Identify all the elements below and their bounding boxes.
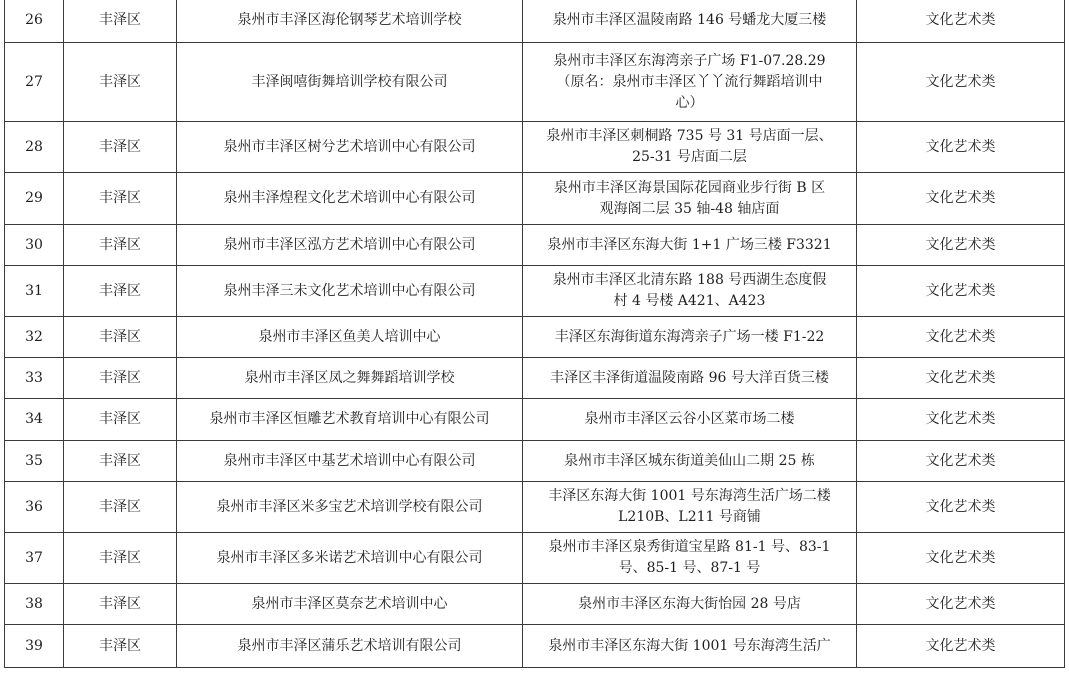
cell-address [523, 625, 857, 668]
cell-district: 丰泽区 [64, 266, 177, 317]
table-row [5, 533, 1065, 584]
cell-category: 文化艺术类 [857, 173, 1065, 225]
cell-category: 文化艺术类 [857, 584, 1065, 625]
cell-serial-number: 29 [5, 173, 64, 225]
cell-category: 文化艺术类 [857, 266, 1065, 317]
cell-category: 文化艺术类 [857, 399, 1065, 441]
cell-institution-name: 泉州市丰泽区米多宝艺术培训学校有限公司 [177, 482, 523, 533]
cell-address [523, 358, 857, 399]
table-row [5, 225, 1065, 266]
cell-serial-number: 36 [5, 482, 64, 533]
cell-serial-number: 39 [5, 625, 64, 668]
cell-address [523, 43, 857, 122]
cell-institution-name: 泉州市丰泽区中基艺术培训中心有限公司 [177, 441, 523, 482]
cell-address [523, 0, 857, 43]
address-line: 泉州市丰泽区东海大街 1+1 广场三楼 F3321 [547, 236, 832, 253]
cell-category: 文化艺术类 [857, 482, 1065, 533]
address-line: 号、85-1 号、87-1 号 [618, 560, 761, 576]
cell-serial-number: 30 [5, 225, 64, 266]
cell-serial-number: 35 [5, 441, 64, 482]
cell-district: 丰泽区 [64, 533, 177, 584]
cell-serial-number: 32 [5, 317, 64, 358]
cell-district: 丰泽区 [64, 441, 177, 482]
cell-institution-name: 丰泽闽嘻街舞培训学校有限公司 [177, 43, 523, 122]
cell-district: 丰泽区 [64, 173, 177, 225]
cell-address [523, 173, 857, 225]
address-line: 泉州市丰泽区东海大街怡园 28 号店 [578, 595, 801, 612]
table-row [5, 358, 1065, 399]
cell-address [523, 122, 857, 173]
cell-serial-number: 37 [5, 533, 64, 584]
address-line: 泉州市丰泽区城东街道美仙山二期 25 栋 [564, 452, 815, 469]
table-row [5, 482, 1065, 533]
table-row [5, 266, 1065, 317]
address-line: 25-31 号店面二层 [632, 149, 747, 165]
cell-institution-name: 泉州市丰泽区鱼美人培训中心 [177, 317, 523, 358]
cell-serial-number: 28 [5, 122, 64, 173]
address-line: 泉州市丰泽区温陵南路 146 号蟠龙大厦三楼 [552, 12, 827, 28]
cell-address [523, 441, 857, 482]
address-line: 泉州市丰泽区海景国际花园商业步行街 B 区 [553, 179, 826, 196]
address-line: 丰泽区东海大街 1001 号东海湾生活广场二楼 [548, 488, 831, 504]
address-line: （原名：泉州市丰泽区丫丫流行舞蹈培训中 [556, 73, 823, 90]
institution-table [4, 0, 1065, 668]
cell-category: 文化艺术类 [857, 225, 1065, 266]
address-line: 泉州市丰泽区泉秀街道宝星路 81-1 号、83-1 [548, 539, 831, 555]
cell-institution-name: 泉州市丰泽区凤之舞舞蹈培训学校 [177, 358, 523, 399]
cell-address [523, 266, 857, 317]
table-body [5, 0, 1065, 668]
cell-address [523, 225, 857, 266]
cell-district: 丰泽区 [64, 0, 177, 43]
cell-district: 丰泽区 [64, 43, 177, 122]
address-line: 泉州市丰泽区刺桐路 735 号 31 号店面一层、 [546, 128, 833, 144]
cell-category: 文化艺术类 [857, 43, 1065, 122]
table-row [5, 173, 1065, 225]
table-row [5, 122, 1065, 173]
address-line: 泉州市丰泽区东海大街 1001 号东海湾生活广 [548, 637, 831, 654]
cell-district: 丰泽区 [64, 584, 177, 625]
cell-serial-number: 31 [5, 266, 64, 317]
cell-institution-name: 泉州丰泽三未文化艺术培训中心有限公司 [177, 266, 523, 317]
cell-category: 文化艺术类 [857, 441, 1065, 482]
table-row [5, 43, 1065, 122]
cell-category: 文化艺术类 [857, 625, 1065, 668]
cell-institution-name: 泉州市丰泽区莫奈艺术培训中心 [177, 584, 523, 625]
cell-institution-name: 泉州市丰泽区多米诺艺术培训中心有限公司 [177, 533, 523, 584]
cell-institution-name: 泉州市丰泽区海伦钢琴艺术培训学校 [177, 0, 523, 43]
cell-address [523, 584, 857, 625]
address-line: 观海阁二层 35 轴-48 轴店面 [599, 200, 780, 217]
cell-category: 文化艺术类 [857, 317, 1065, 358]
cell-district: 丰泽区 [64, 317, 177, 358]
cell-district: 丰泽区 [64, 358, 177, 399]
cell-institution-name: 泉州市丰泽区蒲乐艺术培训有限公司 [177, 625, 523, 668]
address-line: 丰泽区丰泽街道温陵南路 96 号大洋百货三楼 [550, 369, 829, 386]
address-line: 泉州市丰泽区东海湾亲子广场 F1-07.28.29 [553, 52, 826, 69]
cell-institution-name: 泉州丰泽煌程文化艺术培训中心有限公司 [177, 173, 523, 225]
table-row [5, 399, 1065, 441]
cell-category: 文化艺术类 [857, 533, 1065, 584]
table-row [5, 441, 1065, 482]
address-line: 泉州市丰泽区北清东路 188 号西湖生态度假 [552, 272, 827, 288]
cell-category: 文化艺术类 [857, 122, 1065, 173]
cell-district: 丰泽区 [64, 122, 177, 173]
cell-address [523, 399, 857, 441]
address-line: 泉州市丰泽区云谷小区菜市场二楼 [584, 411, 795, 427]
address-line: 心） [675, 94, 704, 111]
table-row [5, 317, 1065, 358]
cell-category: 文化艺术类 [857, 358, 1065, 399]
cell-category: 文化艺术类 [857, 0, 1065, 43]
cell-district: 丰泽区 [64, 225, 177, 266]
address-line: 丰泽区东海街道东海湾亲子广场一楼 F1-22 [554, 328, 825, 345]
cell-serial-number: 33 [5, 358, 64, 399]
address-line: L210B、L211 号商铺 [618, 509, 761, 525]
table-row [5, 0, 1065, 43]
address-line: 村 4 号楼 A421、A423 [613, 293, 766, 309]
table-row [5, 584, 1065, 625]
cell-district: 丰泽区 [64, 625, 177, 668]
cell-address [523, 482, 857, 533]
cell-institution-name: 泉州市丰泽区泓方艺术培训中心有限公司 [177, 225, 523, 266]
cell-serial-number: 27 [5, 43, 64, 122]
cell-address [523, 317, 857, 358]
cell-institution-name: 泉州市丰泽区恒雕艺术教育培训中心有限公司 [177, 399, 523, 441]
cell-district: 丰泽区 [64, 399, 177, 441]
cell-district: 丰泽区 [64, 482, 177, 533]
cell-serial-number: 26 [5, 0, 64, 43]
cell-serial-number: 38 [5, 584, 64, 625]
table-row [5, 625, 1065, 668]
cell-serial-number: 34 [5, 399, 64, 441]
cell-institution-name: 泉州市丰泽区树兮艺术培训中心有限公司 [177, 122, 523, 173]
cell-address [523, 533, 857, 584]
